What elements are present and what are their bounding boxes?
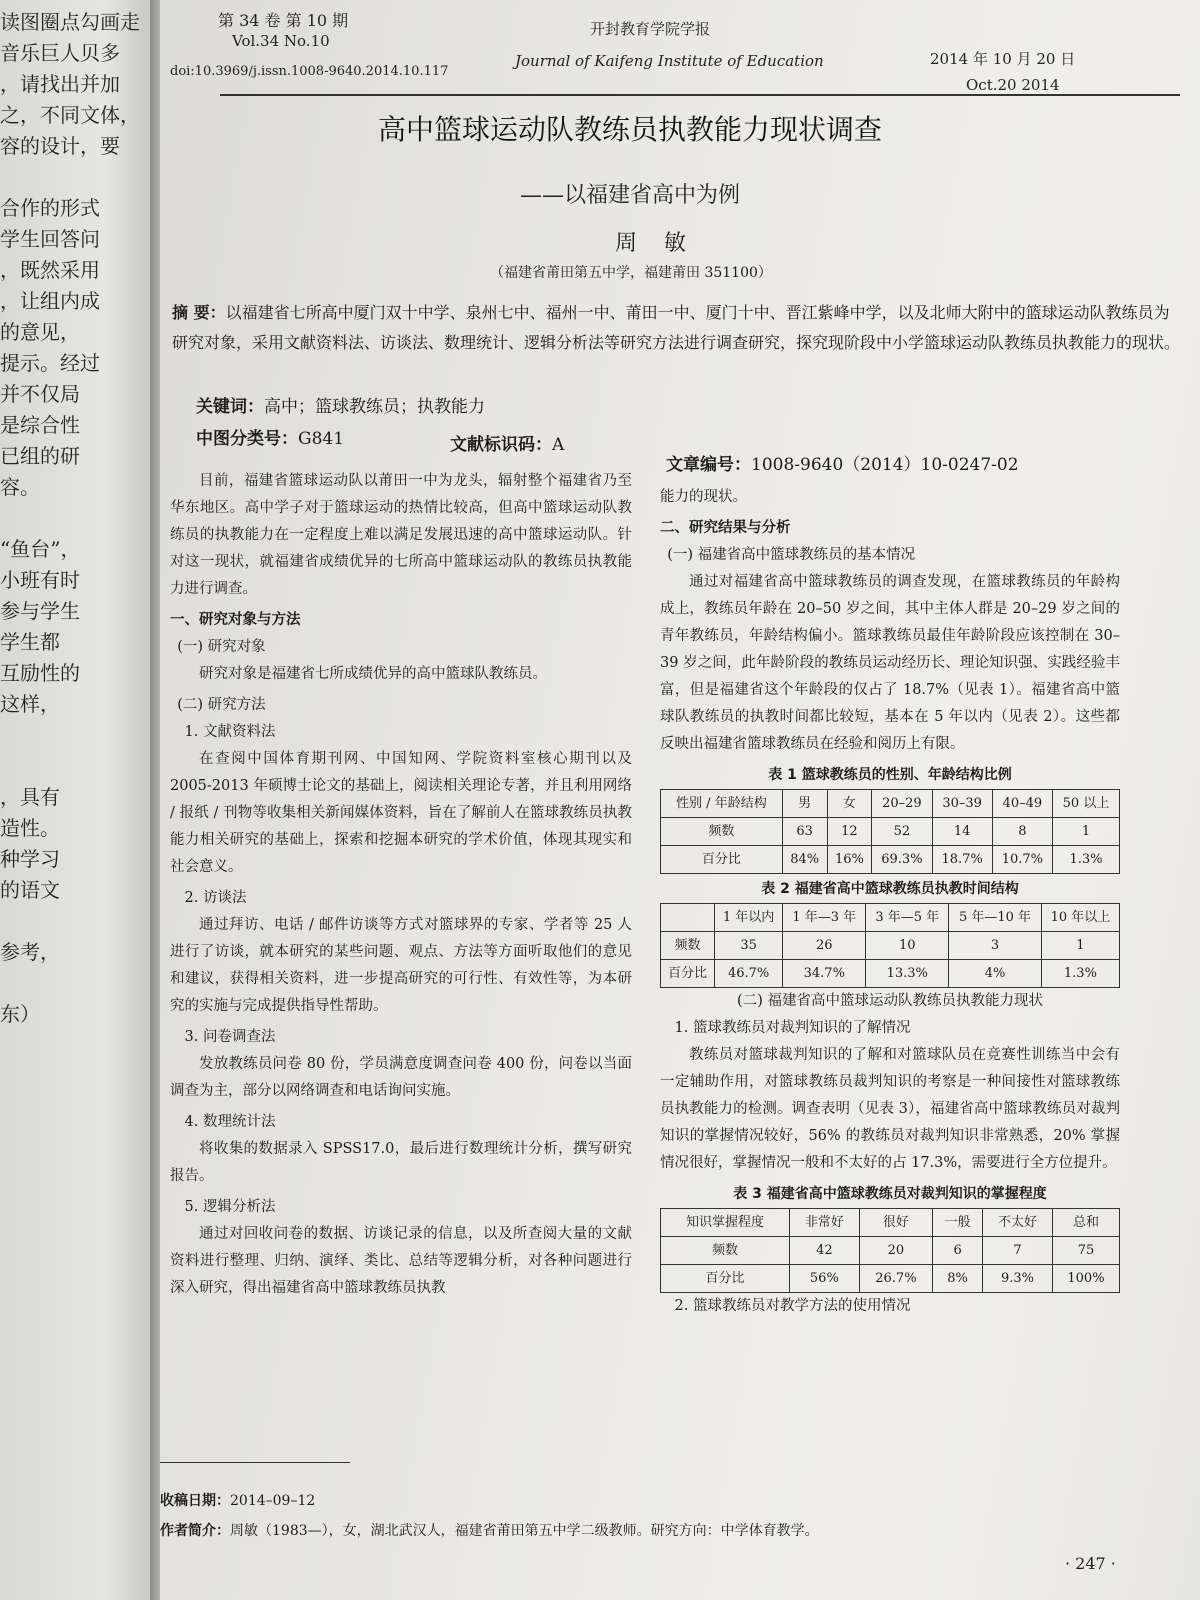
received-label: 收稿日期： xyxy=(160,1493,230,1509)
table-cell: 7 xyxy=(983,1237,1053,1265)
table-cell: 20 xyxy=(859,1237,932,1265)
table2 xyxy=(660,903,1120,988)
left-page-line: 这样， xyxy=(0,692,60,716)
table-cell: 50 以上 xyxy=(1053,790,1120,818)
table-row xyxy=(661,1265,1120,1293)
left-page-line: 互励性的 xyxy=(0,661,80,685)
table-cell: 不太好 xyxy=(983,1209,1053,1237)
abstract xyxy=(172,298,1182,358)
left-page-line: 小班有时 xyxy=(0,568,80,592)
table-cell: 10 xyxy=(866,932,949,960)
table-cell: 百分比 xyxy=(661,846,783,874)
table-cell: 12 xyxy=(827,818,872,846)
article-title: 高中篮球运动队教练员执教能力现状调查 xyxy=(378,113,883,146)
section-heading: 1. 篮球教练员对裁判知识的了解情况 xyxy=(674,1020,911,1036)
author-bio-label: 作者简介： xyxy=(160,1523,230,1539)
section-heading: (二) 研究方法 xyxy=(177,697,266,713)
received-value: 2014–09–12 xyxy=(230,1493,316,1509)
page-number: · 247 · xyxy=(1065,1554,1116,1573)
table-cell: 16% xyxy=(827,846,872,874)
left-page-line: 的意见， xyxy=(0,320,80,344)
author-bio-text: 周敏（1983—），女，湖北武汉人，福建省莆田第五中学二级教师。研究方向：中学体育教学。 xyxy=(230,1523,819,1539)
table-cell: 3 xyxy=(949,932,1042,960)
table-header-row xyxy=(661,790,1120,818)
left-page-line: ，既然采用 xyxy=(0,258,100,282)
left-page-line: ，具有 xyxy=(0,785,60,809)
article-number-value: 1008-9640（2014）10-0247-02 xyxy=(751,455,1019,475)
left-page-line: 容的设计，要 xyxy=(0,134,120,158)
table-cell: 84% xyxy=(782,846,827,874)
table-cell: 20–29 xyxy=(872,790,932,818)
table-cell: 13.3% xyxy=(866,960,949,988)
table-row xyxy=(661,846,1120,874)
abstract-label: 摘 要： xyxy=(172,303,226,322)
volume-cn: 第 34 卷 第 10 期 xyxy=(218,11,349,30)
clc-number xyxy=(196,424,344,449)
table-cell: 8 xyxy=(992,818,1052,846)
left-page-line: 合作的形式 xyxy=(0,196,100,220)
paragraph: 目前，福建省篮球运动队以莆田一中为龙头，辐射整个福建省乃至华东地区。高中学子对于篮球运动的热情比较高，但高中篮球运动队教练员的执教能力在一定程度上难以满足发展迅速的高中篮球运动队。针对这一现状，就福建省成绩优异的七所高中篮球运动队的教练员执教能力进行调查。 xyxy=(170,473,632,597)
table-cell: 18.7% xyxy=(932,846,992,874)
doc-code-value: A xyxy=(552,435,565,455)
table-cell: 26 xyxy=(783,932,866,960)
section-teaching-methods: 2. 篮球教练员对教学方法的使用情况 xyxy=(674,1298,911,1314)
table-cell: 8% xyxy=(933,1265,983,1293)
table-cell: 1 xyxy=(1041,932,1119,960)
left-page-line: 种学习 xyxy=(0,847,60,871)
table-cell: 百分比 xyxy=(661,1265,790,1293)
author-bio xyxy=(160,1520,819,1540)
table-cell: 6 xyxy=(933,1237,983,1265)
table2-caption: 表 2 福建省高中篮球教练员执教时间结构 xyxy=(761,881,1019,897)
article-number xyxy=(666,450,1019,475)
header-rule xyxy=(220,94,1180,96)
article-page xyxy=(160,0,1200,1600)
table-cell xyxy=(661,904,715,932)
table-cell: 42 xyxy=(789,1237,859,1265)
left-column xyxy=(170,468,632,1306)
date-en: Oct.20 2014 xyxy=(966,76,1060,94)
footnote-rule xyxy=(160,1462,350,1463)
left-page-line: 参与学生 xyxy=(0,599,80,623)
keywords-label: 关键词： xyxy=(196,397,264,417)
left-page-fragment xyxy=(0,0,150,1600)
table-cell: 总和 xyxy=(1052,1209,1119,1237)
table-cell: 1 年以内 xyxy=(714,904,782,932)
table3-caption: 表 3 福建省高中篮球教练员对裁判知识的掌握程度 xyxy=(733,1186,1047,1202)
table-cell: 女 xyxy=(827,790,872,818)
journal-en: Journal of Kaifeng Institute of Education xyxy=(515,52,824,70)
table3 xyxy=(660,1208,1120,1293)
table-cell: 频数 xyxy=(661,1237,790,1265)
left-page-line: ，请找出并加 xyxy=(0,72,120,96)
table-cell: 5 年—10 年 xyxy=(949,904,1042,932)
table-cell: 10 年以上 xyxy=(1041,904,1119,932)
section-heading: 二、研究结果与分析 xyxy=(660,520,791,536)
table-cell: 100% xyxy=(1052,1265,1119,1293)
section-heading: 4. 数理统计法 xyxy=(184,1114,276,1130)
table-cell: 35 xyxy=(714,932,782,960)
section-heading: (一) 研究对象 xyxy=(177,639,266,655)
table1 xyxy=(660,789,1120,874)
date-cn: 2014 年 10 月 20 日 xyxy=(930,50,1076,68)
left-page-line: 的语文 xyxy=(0,878,60,902)
volume-en: Vol.34 No.10 xyxy=(232,32,330,50)
paragraph: 研究对象是福建省七所成绩优异的高中篮球队教练员。 xyxy=(199,666,547,682)
table-cell: 1 xyxy=(1053,818,1120,846)
table-cell: 一般 xyxy=(933,1209,983,1237)
table-cell: 百分比 xyxy=(661,960,715,988)
keywords-text: 高中；篮球教练员；执教能力 xyxy=(264,397,485,417)
left-page-line: 容。 xyxy=(0,475,40,499)
table-cell: 75 xyxy=(1052,1237,1119,1265)
table-row xyxy=(661,960,1120,988)
journal-cn: 开封教育学院学报 xyxy=(590,20,711,38)
left-page-line: ，让组内成 xyxy=(0,289,100,313)
table-cell: 1 年—3 年 xyxy=(783,904,866,932)
right-column-mid xyxy=(660,988,1120,1177)
section-heading: (二) 福建省高中篮球运动队教练员执教能力现状 xyxy=(737,993,1043,1009)
table-cell: 男 xyxy=(782,790,827,818)
paragraph: 在查阅中国体育期刊网、中国知网、学院资料室核心期刊以及 2005-2013 年硕博士论文的基础上，阅读相关理论专著，并且利用网络 / 报纸 / 刊物等收集相关新闻媒体资料，旨在了解前人在篮球教练员执教能力相关研究的基础上，探索和挖掘本研究的学术价值，体现其现实和社会意义。 xyxy=(170,751,632,875)
table-cell: 40–49 xyxy=(992,790,1052,818)
paragraph: 能力的现状。 xyxy=(660,489,747,505)
left-page-line: 已组的研 xyxy=(0,444,80,468)
paragraph: 通过对福建省高中篮球教练员的调查发现，在篮球教练员的年龄构成上，教练员年龄在 20–50 岁之间，其中主体人群是 20–29 岁之间的青年教练员，年龄结构偏小。篮球教练员最佳年龄阶段应该控制在 30–39 岁之间，此年龄阶段的教练员运动经历长、理论知识强、实践经验丰富，但是福建省这个年龄段的仅占了 18.7%（见表 1）。福建省高中篮球队教练员的执教时间都比较短，基本在 5 年以内（见表 2）。这些都反映出福建省篮球教练员在经验和阅历上有限。 xyxy=(660,574,1120,752)
document-code xyxy=(450,430,564,455)
section-heading: (一) 福建省高中篮球教练员的基本情况 xyxy=(667,547,916,563)
clc-value: G841 xyxy=(298,429,345,449)
table-cell: 14 xyxy=(932,818,992,846)
right-column-top xyxy=(660,484,1120,758)
table-cell: 46.7% xyxy=(714,960,782,988)
doi: doi:10.3969/j.issn.1008-9640.2014.10.117 xyxy=(170,64,449,79)
left-page-line: “鱼台”， xyxy=(0,537,81,561)
table-header-row xyxy=(661,1209,1120,1237)
table-cell: 30–39 xyxy=(932,790,992,818)
table-cell: 34.7% xyxy=(783,960,866,988)
left-page-line: 读图圈点勾画走 xyxy=(0,10,140,34)
left-page-line: 并不仅局 xyxy=(0,382,80,406)
section-heading: 一、研究对象与方法 xyxy=(170,612,301,628)
right-column xyxy=(660,484,1120,1320)
left-page-line: 参考， xyxy=(0,940,60,964)
abstract-text: 以福建省七所高中厦门双十中学、泉州七中、福州一中、莆田一中、厦门十中、晋江紫峰中学，以及北师大附中的篮球运动队教练员为研究对象，采用文献资料法、访谈法、数理统计、逻辑分析法等研究方法进行调查研究，探究现阶段中小学篮球运动队教练员执教能力的现状。 xyxy=(172,303,1181,352)
paragraph: 通过拜访、电话 / 邮件访谈等方式对篮球界的专家、学者等 25 人进行了访谈，就本研究的某些问题、观点、方法等方面听取他们的意见和建议，获得相关资料，进一步提高研究的可行性、有效性等，为本研究的实施与完成提供指导性帮助。 xyxy=(170,917,632,1014)
keywords xyxy=(196,392,485,417)
table-cell: 69.3% xyxy=(872,846,932,874)
table-cell: 56% xyxy=(789,1265,859,1293)
table-cell: 9.3% xyxy=(983,1265,1053,1293)
table-cell: 性别 / 年龄结构 xyxy=(661,790,783,818)
received-date xyxy=(160,1490,315,1510)
table-row xyxy=(661,818,1120,846)
section-heading: 3. 问卷调查法 xyxy=(184,1029,276,1045)
article-subtitle: ——以福建省高中为例 xyxy=(520,183,741,208)
table-cell: 63 xyxy=(782,818,827,846)
table-cell: 频数 xyxy=(661,932,715,960)
left-page-line: 东） xyxy=(0,1002,40,1026)
table-cell: 52 xyxy=(872,818,932,846)
table-row xyxy=(661,932,1120,960)
author-affiliation: （福建省莆田第五中学，福建莆田 351100） xyxy=(490,265,772,281)
table-cell: 1.3% xyxy=(1053,846,1120,874)
table-row xyxy=(661,1237,1120,1265)
table-cell: 知识掌握程度 xyxy=(661,1209,790,1237)
table-cell: 26.7% xyxy=(859,1265,932,1293)
section-heading: 1. 文献资料法 xyxy=(184,724,276,740)
left-page-line: 造性。 xyxy=(0,816,60,840)
left-page-line: 之，不同文体， xyxy=(0,103,140,127)
author-name: 周 敏 xyxy=(615,231,696,256)
table-header-row xyxy=(661,904,1120,932)
paragraph: 教练员对篮球裁判知识的了解和对篮球队员在竞赛性训练当中会有一定辅助作用，对篮球教练员裁判知识的考察是一种间接性对篮球教练员执教能力的检测。调查表明（见表 3），福建省高中篮球教练员对裁判知识的掌握情况较好，56% 的教练员对裁判知识非常熟悉，20% 掌握情况很好，掌握情况一般和不太好的占 17.3%，需要进行全方位提升。 xyxy=(660,1047,1120,1171)
clc-label: 中图分类号： xyxy=(196,429,298,449)
left-page-line: 是综合性 xyxy=(0,413,80,437)
table-cell: 很好 xyxy=(859,1209,932,1237)
table-cell: 1.3% xyxy=(1041,960,1119,988)
paragraph: 将收集的数据录入 SPSS17.0，最后进行数理统计分析，撰写研究报告。 xyxy=(170,1141,632,1184)
left-page-line: 音乐巨人贝多 xyxy=(0,41,120,65)
section-heading: 5. 逻辑分析法 xyxy=(184,1199,276,1215)
section-heading: 2. 访谈法 xyxy=(184,890,247,906)
table-cell: 4% xyxy=(949,960,1042,988)
left-page-line: 学生都 xyxy=(0,630,60,654)
table-cell: 3 年—5 年 xyxy=(866,904,949,932)
article-number-label: 文章编号： xyxy=(666,455,751,475)
table1-caption: 表 1 篮球教练员的性别、年龄结构比例 xyxy=(768,767,1012,783)
doc-code-label: 文献标识码： xyxy=(450,435,552,455)
left-page-line: 学生回答问 xyxy=(0,227,100,251)
left-page-line: 提示。经过 xyxy=(0,351,100,375)
table-cell: 非常好 xyxy=(789,1209,859,1237)
table-cell: 10.7% xyxy=(992,846,1052,874)
paragraph: 通过对回收问卷的数据、访谈记录的信息，以及所查阅大量的文献资料进行整理、归纳、演绎、类比、总结等逻辑分析，对各种问题进行深入研究，得出福建省高中篮球教练员执教 xyxy=(170,1226,632,1296)
paragraph: 发放教练员问卷 80 份，学员满意度调查问卷 400 份，问卷以当面调查为主，部分以网络调查和电话询问实施。 xyxy=(170,1056,632,1099)
table-cell: 频数 xyxy=(661,818,783,846)
